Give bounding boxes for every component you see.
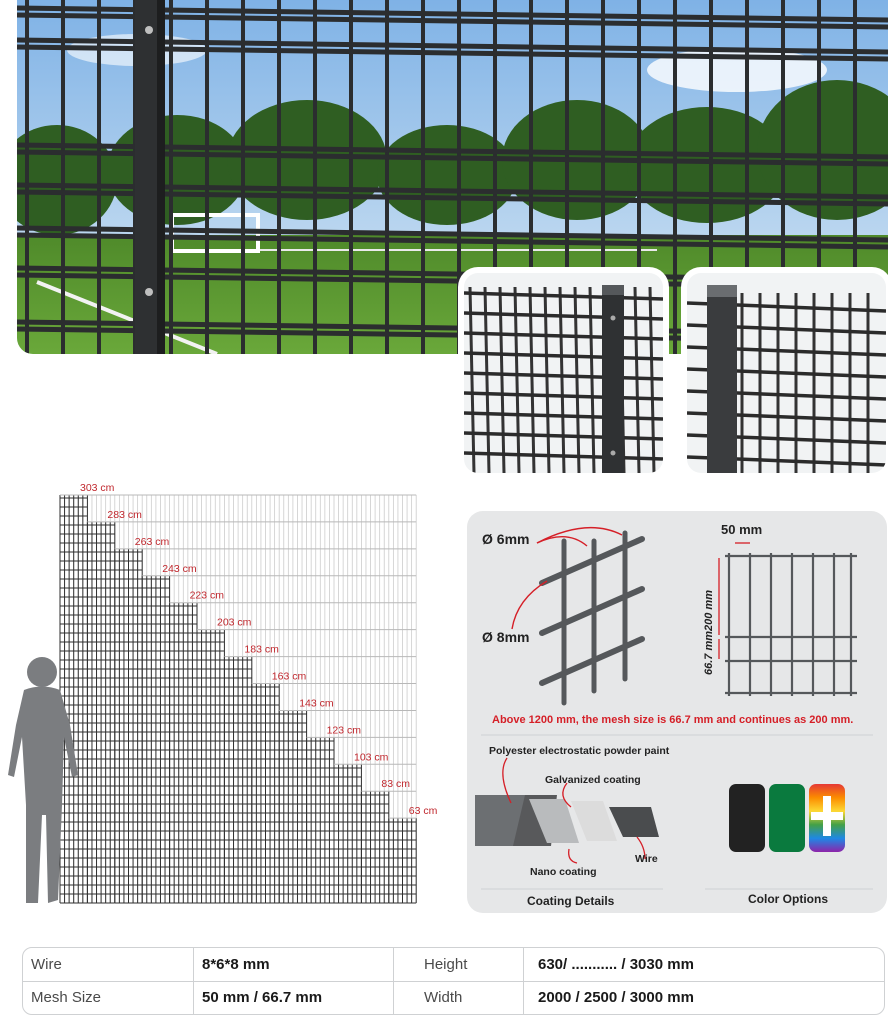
height-label: Height	[393, 948, 523, 981]
height-label-303: 303 cm	[80, 482, 115, 494]
color-option-custom-swatch	[809, 784, 845, 852]
width-label: Width	[393, 981, 523, 1014]
wire-value: 8*6*8 mm	[193, 948, 393, 981]
height-label-163: 163 cm	[271, 670, 307, 683]
color-options-title: Color Options	[748, 892, 828, 906]
wire-diameter-6mm-label: Ø 6mm	[482, 531, 530, 547]
wire-diameter-8mm-label: Ø 8mm	[482, 629, 530, 645]
height-label-243: 243 cm	[162, 562, 197, 575]
height-label-283: 283 cm	[107, 508, 142, 521]
table-row	[23, 981, 884, 1014]
wire-layer-label: Wire	[635, 853, 658, 865]
height-label-223: 223 cm	[189, 589, 225, 602]
mesh-size-label: Mesh Size	[31, 989, 102, 1006]
mesh-size-value: 50 mm / 66.7 mm	[193, 981, 393, 1014]
height-label-123: 123 cm	[326, 724, 362, 737]
person-silhouette	[8, 657, 78, 903]
mesh-size-note: Above 1200 mm, the mesh size is 66.7 mm and continues as 200 mm.	[492, 714, 854, 726]
fence-closeup-photo-left	[464, 273, 663, 473]
specifications-table	[22, 947, 885, 1015]
mesh-height-label: 66.7 mm200 mm	[703, 590, 715, 675]
wire-detail-illustration	[542, 533, 642, 703]
height-label-263: 263 cm	[134, 535, 170, 548]
nano-coating-label: Nano coating	[530, 866, 597, 878]
height-label-83: 83 cm	[381, 778, 410, 791]
coating-details-title: Coating Details	[527, 894, 615, 908]
table-row	[23, 948, 884, 982]
mesh-dimension-drawing	[725, 553, 857, 696]
height-options-diagram	[0, 475, 450, 915]
height-step-63	[389, 818, 416, 903]
height-label-63: 63 cm	[408, 805, 438, 818]
height-label-203: 203 cm	[217, 616, 252, 629]
specification-panel	[467, 511, 887, 913]
height-label-183: 183 cm	[244, 643, 279, 656]
height-label-143: 143 cm	[299, 697, 334, 710]
width-value: 2000 / 2500 / 3000 mm	[523, 981, 884, 1014]
color-option-black-swatch	[729, 784, 765, 852]
powder-paint-label: Polyester electrostatic powder paint	[489, 745, 670, 757]
height-value: 630/ ........... / 3030 mm	[523, 948, 884, 981]
color-option-green-swatch	[769, 784, 805, 852]
wire-label: Wire	[31, 956, 62, 973]
fence-closeup-photo-right	[687, 273, 886, 473]
height-label-103: 103 cm	[354, 751, 389, 764]
galvanized-coating-label: Galvanized coating	[545, 774, 641, 786]
mesh-width-label: 50 mm	[721, 522, 763, 537]
